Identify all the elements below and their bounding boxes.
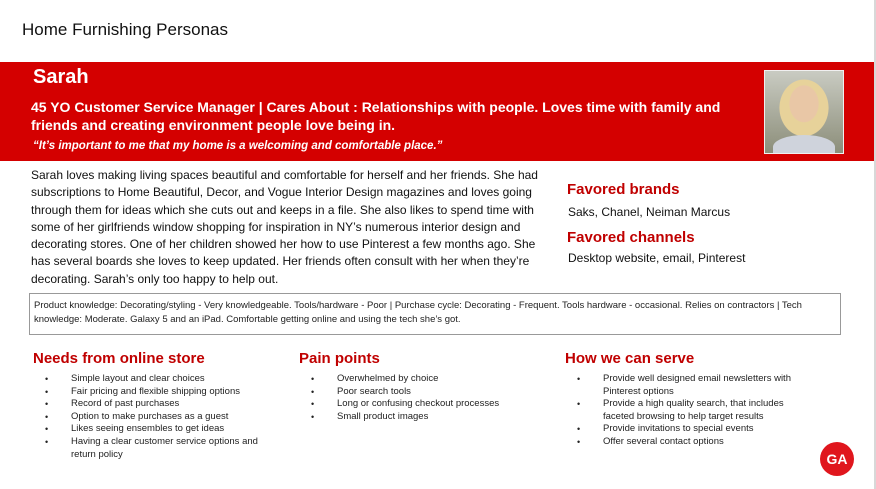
list-item: • Poor search tools [337, 386, 537, 399]
serve-heading: How we can serve [565, 350, 695, 367]
photo-shoulders [773, 135, 835, 154]
logo-text: GA [826, 451, 848, 467]
list-item: • Having a clear customer service options and return policy [71, 436, 271, 461]
list-item: • Long or confusing checkout processes [337, 398, 537, 411]
list-item: • Provide a high quality search, that includes faceted browsing to help target results [603, 398, 803, 423]
list-item: • Fair pricing and flexible shipping options [71, 386, 271, 399]
pain-points-heading: Pain points [299, 350, 380, 367]
persona-subtitle: 45 YO Customer Service Manager | Cares About : Relationships with people. Loves time with family and friends and creating environment people love being in. [31, 99, 721, 133]
list-item: • Provide invitations to special events [603, 423, 803, 436]
persona-name: Sarah [33, 66, 89, 88]
needs-heading: Needs from online store [33, 350, 205, 367]
persona-photo [764, 70, 844, 154]
knowledge-box: Product knowledge: Decorating/styling - Very knowledgeable. Tools/hardware - Poor | Purchase cycle: Decorating - Frequent. Tools hardware - occasional. Relies on contractors | Tech knowledge: Moderate. Galaxy 5 and an iPad. Comfortable getting online and using the tech she’s got. [29, 293, 841, 335]
persona-bio: Sarah loves making living spaces beautiful and comfortable for herself and her friends. She had subscriptions to Home Beautiful, Decor, and Vogue Interior Design magazines and loves going through them for ideas which she cuts out and keeps in a file. She also likes to spend time with some of her girlfriends window shopping for inspiration in NY’s numerous interior design and decorating stores. One of her children showed her how to use Pinterest a few months ago. She has several boards she loves to keep updated. Her friends often consult with her when they’re decorating. Sarah’s only too happy to help out. [31, 168, 538, 286]
favored-brands-heading: Favored brands [567, 181, 680, 198]
ga-logo-icon [819, 441, 855, 477]
list-item: • Provide well designed email newsletters with Pinterest options [603, 373, 803, 398]
list-item: • Offer several contact options [603, 436, 803, 449]
list-item: • Small product images [337, 411, 537, 424]
list-item: • Overwhelmed by choice [337, 373, 537, 386]
persona-quote: “It’s important to me that my home is a welcoming and comfortable place.” [33, 140, 443, 152]
favored-channels-heading: Favored channels [567, 229, 695, 246]
serve-list [603, 373, 803, 449]
list-item: • Option to make purchases as a guest [71, 411, 271, 424]
favored-brands-text: Saks, Chanel, Neiman Marcus [568, 205, 731, 219]
pain-points-list [337, 373, 537, 423]
list-item: • Simple layout and clear choices [71, 373, 271, 386]
favored-channels-text: Desktop website, email, Pinterest [568, 251, 746, 265]
list-item: • Record of past purchases [71, 398, 271, 411]
page-title: Home Furnishing Personas [22, 20, 228, 39]
list-item: • Likes seeing ensembles to get ideas [71, 423, 271, 436]
needs-list [71, 373, 271, 461]
